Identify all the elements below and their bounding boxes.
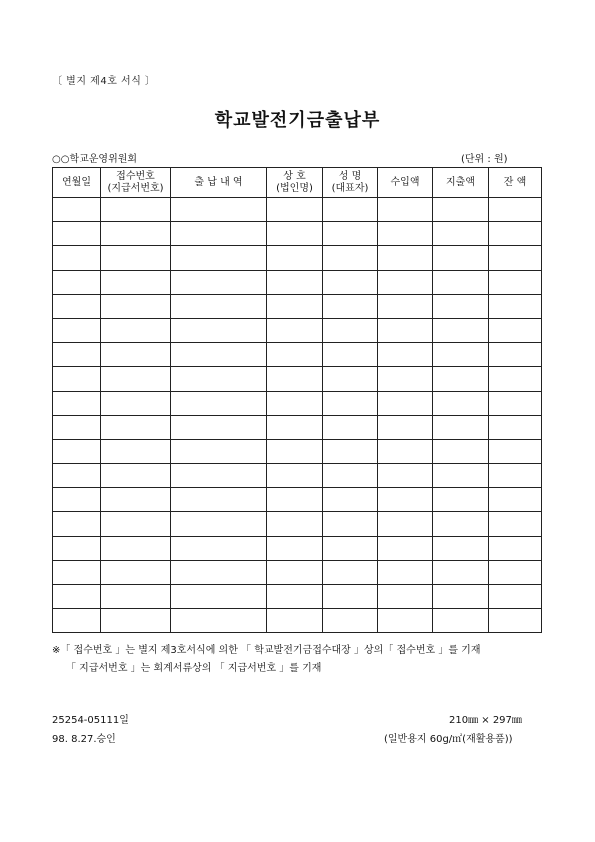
table-cell[interactable] [171,391,267,415]
table-cell[interactable] [489,560,542,584]
ledger-table [52,167,542,633]
table-row [53,609,542,633]
table-cell[interactable] [489,488,542,512]
col-header-expense: 지출액 [433,168,489,198]
table-cell[interactable] [489,318,542,342]
table-cell[interactable] [171,439,267,463]
table-cell[interactable] [171,367,267,391]
table-cell[interactable] [101,415,171,439]
organization-name: ○○학교운영위원회 [52,154,138,165]
table-row [53,536,542,560]
table-cell[interactable] [489,415,542,439]
table-cell[interactable] [378,439,433,463]
table-cell[interactable] [267,294,323,318]
table-cell[interactable] [433,294,489,318]
table-cell[interactable] [378,609,433,633]
table-row [53,439,542,463]
table-cell[interactable] [489,198,542,222]
table-cell[interactable] [101,343,171,367]
table-cell[interactable] [171,294,267,318]
table-cell[interactable] [171,488,267,512]
table-cell[interactable] [101,318,171,342]
table-cell[interactable] [378,560,433,584]
table-cell[interactable] [433,609,489,633]
table-cell[interactable] [323,488,378,512]
approval-date: 98. 8.27.승인 [52,734,116,745]
table-cell[interactable] [101,198,171,222]
table-cell[interactable] [171,464,267,488]
table-cell[interactable] [489,391,542,415]
table-cell[interactable] [378,270,433,294]
table-cell[interactable] [433,198,489,222]
table-cell[interactable] [53,585,101,609]
table-cell[interactable] [171,343,267,367]
table-cell[interactable] [101,464,171,488]
table-cell[interactable] [433,512,489,536]
col-header-company: 상 호 (법인명) [267,168,323,198]
form-code: 25254-05111일 [52,715,129,726]
col-header-date: 연월일 [53,168,101,198]
col-header-income: 수입액 [378,168,433,198]
paper-size: 210㎜ × 297㎜ [449,715,522,726]
table-header-row [53,168,542,198]
table-cell[interactable] [101,294,171,318]
table-cell[interactable] [489,585,542,609]
col-header-receipt-number: 접수번호 (지급서번호) [101,168,171,198]
table-cell[interactable] [489,464,542,488]
table-cell[interactable] [267,246,323,270]
table-cell[interactable] [323,585,378,609]
table-row [53,512,542,536]
table-cell[interactable] [53,512,101,536]
table-cell[interactable] [489,512,542,536]
table-cell[interactable] [53,439,101,463]
table-row [53,488,542,512]
table-cell[interactable] [489,367,542,391]
note-line-2: 「 지급서번호 」는 회계서류상의 「 지급서번호 」를 기재 [66,663,322,674]
table-cell[interactable] [378,222,433,246]
table-cell[interactable] [323,464,378,488]
table-cell[interactable] [433,246,489,270]
table-cell[interactable] [323,198,378,222]
table-cell[interactable] [323,222,378,246]
table-cell[interactable] [323,294,378,318]
table-cell[interactable] [433,415,489,439]
table-cell[interactable] [53,246,101,270]
note-line-1: ※「 접수번호 」는 별지 제3호서식에 의한 「 학교발전기금접수대장 」상의「 접수번호 」를 기재 [52,645,481,656]
document-title: 학교발전기금출납부 [214,110,381,131]
table-cell[interactable] [171,536,267,560]
table-cell[interactable] [323,536,378,560]
table-cell[interactable] [433,391,489,415]
table-cell[interactable] [267,512,323,536]
table-row [53,367,542,391]
table-cell[interactable] [101,560,171,584]
col-header-details: 출 납 내 역 [171,168,267,198]
table-cell[interactable] [53,367,101,391]
table-cell[interactable] [433,367,489,391]
table-cell[interactable] [378,246,433,270]
table-row [53,294,542,318]
table-cell[interactable] [101,536,171,560]
table-cell[interactable] [171,246,267,270]
table-cell[interactable] [489,246,542,270]
table-cell[interactable] [378,391,433,415]
table-cell[interactable] [489,343,542,367]
table-cell[interactable] [267,415,323,439]
table-cell[interactable] [53,270,101,294]
table-cell[interactable] [267,343,323,367]
table-cell[interactable] [323,439,378,463]
table-cell[interactable] [323,246,378,270]
table-cell[interactable] [53,391,101,415]
table-cell[interactable] [433,536,489,560]
table-cell[interactable] [323,391,378,415]
table-cell[interactable] [53,464,101,488]
table-cell[interactable] [171,270,267,294]
table-cell[interactable] [378,464,433,488]
table-cell[interactable] [267,536,323,560]
table-cell[interactable] [53,318,101,342]
table-cell[interactable] [267,367,323,391]
table-cell[interactable] [378,343,433,367]
table-cell[interactable] [433,488,489,512]
table-cell[interactable] [378,318,433,342]
table-cell[interactable] [489,294,542,318]
table-cell[interactable] [323,343,378,367]
table-cell[interactable] [323,415,378,439]
table-cell[interactable] [267,222,323,246]
table-cell[interactable] [53,222,101,246]
table-cell[interactable] [171,415,267,439]
table-row [53,246,542,270]
table-cell[interactable] [323,560,378,584]
table-cell[interactable] [101,222,171,246]
table-cell[interactable] [101,512,171,536]
table-cell[interactable] [433,318,489,342]
table-cell[interactable] [433,585,489,609]
paper-spec: (일반용지 60g/㎡(재활용품)) [384,734,513,745]
form-reference: 〔 별지 제4호 서식 〕 [52,76,156,87]
table-cell[interactable] [101,246,171,270]
table-row [53,318,542,342]
table-cell[interactable] [53,415,101,439]
table-cell[interactable] [378,415,433,439]
table-cell[interactable] [378,585,433,609]
table-cell[interactable] [171,585,267,609]
table-row [53,343,542,367]
table-row [53,560,542,584]
table-cell[interactable] [267,439,323,463]
table-cell[interactable] [267,609,323,633]
table-cell[interactable] [433,439,489,463]
table-cell[interactable] [101,270,171,294]
table-cell[interactable] [378,198,433,222]
table-cell[interactable] [267,270,323,294]
table-cell[interactable] [378,512,433,536]
table-cell[interactable] [53,294,101,318]
table-cell[interactable] [171,198,267,222]
table-cell[interactable] [433,560,489,584]
table-cell[interactable] [53,536,101,560]
table-cell[interactable] [489,222,542,246]
table-cell[interactable] [53,560,101,584]
table-cell[interactable] [267,560,323,584]
table-cell[interactable] [433,343,489,367]
table-cell[interactable] [323,609,378,633]
col-header-balance: 잔 액 [489,168,542,198]
table-cell[interactable] [489,270,542,294]
table-row [53,415,542,439]
table-cell[interactable] [323,318,378,342]
table-cell[interactable] [171,222,267,246]
table-cell[interactable] [378,536,433,560]
table-cell[interactable] [101,439,171,463]
table-row [53,391,542,415]
table-cell[interactable] [433,222,489,246]
table-cell[interactable] [101,391,171,415]
table-cell[interactable] [171,512,267,536]
table-cell[interactable] [101,609,171,633]
table-cell[interactable] [101,585,171,609]
table-cell[interactable] [489,536,542,560]
table-cell[interactable] [489,609,542,633]
table-cell[interactable] [489,439,542,463]
table-cell[interactable] [433,270,489,294]
ledger-body [53,198,542,633]
table-row [53,222,542,246]
table-row [53,464,542,488]
unit-label: (단위 : 원) [461,154,508,165]
table-cell[interactable] [171,318,267,342]
table-cell[interactable] [433,464,489,488]
table-cell[interactable] [267,318,323,342]
table-cell[interactable] [53,609,101,633]
table-cell[interactable] [53,343,101,367]
table-cell[interactable] [378,294,433,318]
col-header-name: 성 명 (대표자) [323,168,378,198]
table-cell[interactable] [323,512,378,536]
table-cell[interactable] [101,367,171,391]
table-cell[interactable] [323,270,378,294]
table-cell[interactable] [323,367,378,391]
table-cell[interactable] [101,488,171,512]
table-cell[interactable] [267,585,323,609]
table-cell[interactable] [378,367,433,391]
table-cell[interactable] [378,488,433,512]
table-cell[interactable] [267,488,323,512]
table-row [53,585,542,609]
table-cell[interactable] [53,198,101,222]
table-row [53,198,542,222]
table-cell[interactable] [267,198,323,222]
table-cell[interactable] [53,488,101,512]
table-cell[interactable] [267,391,323,415]
table-cell[interactable] [171,609,267,633]
table-row [53,270,542,294]
table-cell[interactable] [171,560,267,584]
table-cell[interactable] [267,464,323,488]
